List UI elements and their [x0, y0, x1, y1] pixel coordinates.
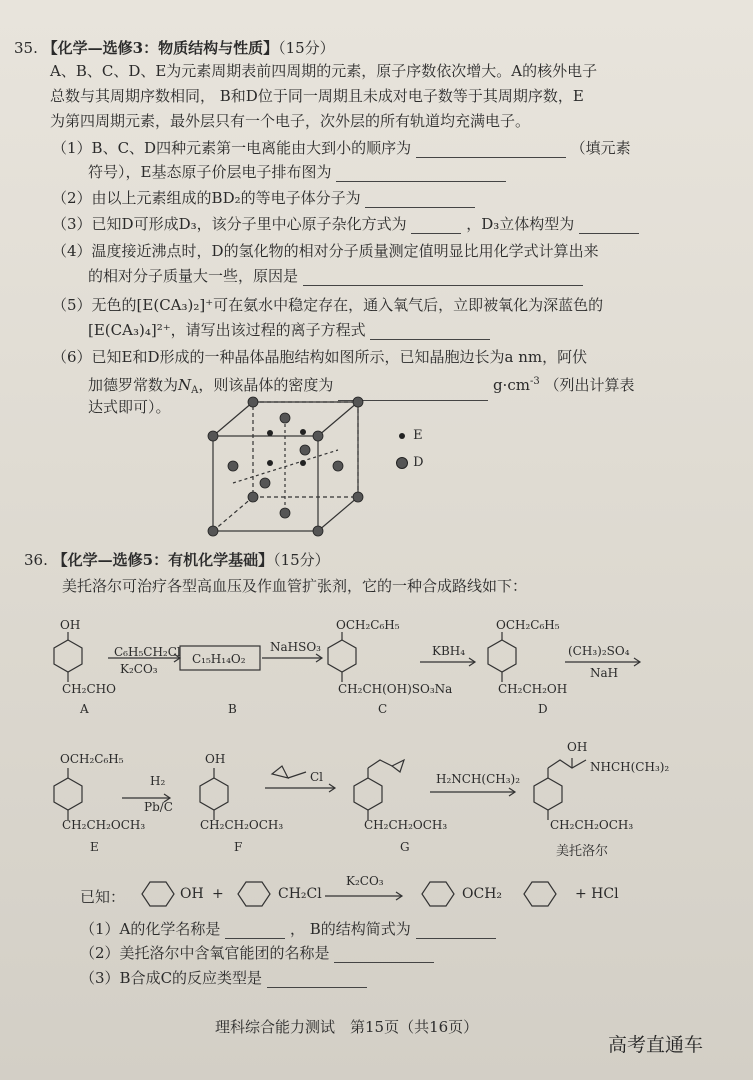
q36-part2 [80, 943, 434, 963]
q35-part1-line2 [88, 162, 506, 182]
q36-part3-text: （3）B合成C的反应类型是 [80, 969, 263, 987]
metoprolol-side-chain: NHCH(CH₃)₂ [590, 760, 670, 774]
benzene-ring-m [534, 778, 562, 810]
reagent-2-top: NaHSO₃ [270, 640, 321, 654]
q35-part2-text: （2）由以上元素组成的BD₂的等电子体分子为 [52, 189, 361, 207]
q35-part1-line1 [52, 138, 631, 158]
q35-part4-text: 的相对分子质量大一些，原因是 [88, 267, 299, 285]
compound-a-top: OH [60, 618, 81, 632]
compound-d-bottom: CH₂CH₂OH [498, 682, 568, 696]
reagent-4-top: (CH₃)₂SO₄ [568, 644, 630, 658]
compound-d-top: OCH₂C₆H₅ [496, 618, 560, 632]
reagent-7-top: H₂NCH(CH₃)₂ [436, 772, 521, 786]
q35-part3-text-b: ，D₃立体构型为 [466, 215, 575, 233]
q36-number: 36. [24, 551, 48, 569]
density-unit-exponent: -3 [529, 376, 540, 387]
benzene-ring-g [354, 778, 382, 810]
q35-part4-blank[interactable] [303, 269, 583, 286]
q35-part3 [52, 214, 639, 234]
small-atom-icon [395, 429, 409, 443]
avogadro-symbol: N [178, 376, 192, 394]
benzene-ring-d [488, 640, 516, 672]
q36-part1-blank1[interactable] [225, 922, 285, 939]
benzene-ring-c [328, 640, 356, 672]
metoprolol-label: 美托洛尔 [556, 844, 609, 859]
known-och2: OCH₂ [462, 886, 503, 902]
q35-part6-text: 加德罗常数为 [88, 376, 179, 394]
q35-number: 35. [14, 39, 38, 57]
q35-part3-text: （3）已知D可形成D₃，该分子里中心原子杂化方式为 [52, 215, 407, 233]
q35-title: 【化学—选修3：物质结构与性质】 [42, 39, 279, 57]
known-plus-hcl: + HCl [575, 886, 619, 902]
q35-intro-1: A、B、C、D、E为元素周期表前四周期的元素，原子序数依次增大。A的核外电子 [50, 62, 598, 80]
known-plus-1: + [212, 886, 224, 902]
q35-intro-2: 总数与其周期序数相同， B和D位于同一周期且未成对电子数等于其周期序数，E [50, 87, 584, 105]
benzene-ring-f [200, 778, 228, 810]
q36-part1-text-b: ， B的结构简式为 [289, 920, 411, 938]
watermark-text: 高考直通车 [608, 1034, 704, 1056]
reagent-6-top: Cl [310, 770, 324, 784]
compound-a-label: A [80, 702, 89, 716]
reagent-1-bottom: K₂CO₃ [120, 662, 158, 676]
q35-part5-line1: （5）无色的[E(CA₃)₂]⁺可在氨水中稳定存在，通入氧气后，立即被氧化为深蓝色的 [52, 296, 604, 314]
q35-part6-text-b: ，则该晶体的密度为 [198, 376, 334, 394]
q36-part3-blank[interactable] [267, 971, 367, 988]
legend-e [395, 428, 423, 443]
compound-b-label: B [228, 702, 237, 716]
page-footer: 理科综合能力测试 第15页（共16页） [215, 1018, 479, 1036]
q35-part3-blank1[interactable] [411, 217, 461, 234]
q35-part2-blank[interactable] [365, 191, 475, 208]
epoxide-ring [272, 766, 288, 778]
q36-intro: 美托洛尔可治疗各型高血压及作血管扩张剂，它的一种合成路线如下： [62, 577, 528, 595]
compound-e-bottom: CH₂CH₂OCH₃ [62, 818, 146, 832]
reagent-5-bottom: Pb/C [144, 800, 173, 814]
compound-c-top: OCH₂C₆H₅ [336, 618, 400, 632]
metoprolol-bottom: CH₂CH₂OCH₃ [550, 818, 634, 832]
reagent-1-top: C₆H₅CH₂Cl [114, 645, 181, 659]
q35-part6-line1: （6）已知E和D形成的一种晶体晶胞结构如图所示，已知晶胞边长为a nm，阿伏 [52, 348, 588, 366]
q35-heading [14, 38, 335, 58]
q35-part6-text-c: （列出计算表 [544, 376, 635, 394]
compound-e-label: E [90, 840, 99, 854]
compound-f-bottom: CH₂CH₂OCH₃ [200, 818, 284, 832]
large-atom-icon [395, 456, 409, 470]
q35-part3-blank2[interactable] [579, 217, 639, 234]
q35-part1-text-c: 符号），E基态原子价层电子排布图为 [88, 163, 332, 181]
compound-d-label: D [538, 702, 548, 716]
compound-c-bottom: CH₂CH(OH)SO₃Na [338, 682, 453, 696]
compound-f-top: OH [205, 752, 226, 766]
q35-part1-text: （1）B、C、D四种元素第一电离能由大到小的顺序为 [52, 139, 412, 157]
legend-e-label: E [413, 428, 423, 443]
q35-part5-blank[interactable] [370, 323, 490, 340]
q36-title: 【化学—选修5：有机化学基础】 [52, 551, 274, 569]
q36-score: （15分） [273, 551, 330, 569]
metoprolol-oh: OH [567, 740, 588, 754]
avogadro-subscript: A [191, 385, 199, 396]
known-reagent: K₂CO₃ [346, 874, 384, 888]
compound-g-bottom: CH₂CH₂OCH₃ [364, 818, 448, 832]
q35-intro-3: 为第四周期元素，最外层只有一个电子，次外层的所有轨道均充满电子。 [50, 112, 531, 130]
q35-part5-text: [E(CA₃)₄]²⁺，请写出该过程的离子方程式 [88, 321, 366, 339]
q36-part2-text: （2）美托洛尔中含氧官能团的名称是 [80, 944, 330, 962]
known-oh: OH [180, 886, 204, 902]
benzene-ring-a [54, 640, 82, 672]
q35-part5-line2 [88, 320, 490, 340]
q36-part2-blank[interactable] [334, 946, 434, 963]
q36-part3 [80, 968, 367, 988]
known-ch2cl: CH₂Cl [278, 886, 322, 902]
q35-score: （15分） [278, 39, 335, 57]
legend-d [395, 455, 424, 470]
reagent-5-top: H₂ [150, 774, 166, 788]
compound-b-formula: C₁₅H₁₄O₂ [192, 652, 246, 666]
q35-part1-blank2[interactable] [336, 165, 506, 182]
benzene-ring-e [54, 778, 82, 810]
q35-part4-line1: （4）温度接近沸点时，D的氢化物的相对分子质量测定值明显比用化学式计算出来 [52, 242, 599, 260]
q36-part1-text: （1）A的化学名称是 [80, 920, 221, 938]
q36-part1-blank2[interactable] [416, 922, 496, 939]
q35-part4-line2 [88, 266, 583, 286]
compound-g-label: G [400, 840, 410, 854]
legend-d-label: D [413, 455, 424, 470]
q36-heading [24, 550, 330, 570]
compound-f-label: F [234, 840, 243, 854]
compound-c-label: C [378, 702, 388, 716]
reagent-3-top: KBH₄ [432, 644, 466, 658]
compound-a-bottom: CH₂CHO [62, 682, 116, 696]
q35-part2 [52, 188, 475, 208]
known-label: 已知： [80, 888, 126, 906]
density-unit: g·cm [492, 376, 530, 394]
compound-e-top: OCH₂C₆H₅ [60, 752, 124, 766]
q35-part1-blank1[interactable] [416, 141, 566, 158]
q35-part6-line3: 达式即可）。 [88, 398, 171, 416]
crystal-cell-diagram [195, 388, 375, 538]
q36-part1 [80, 919, 496, 939]
q35-part1-text-b: （填元素 [570, 139, 631, 157]
reagent-4-bottom: NaH [590, 666, 619, 680]
